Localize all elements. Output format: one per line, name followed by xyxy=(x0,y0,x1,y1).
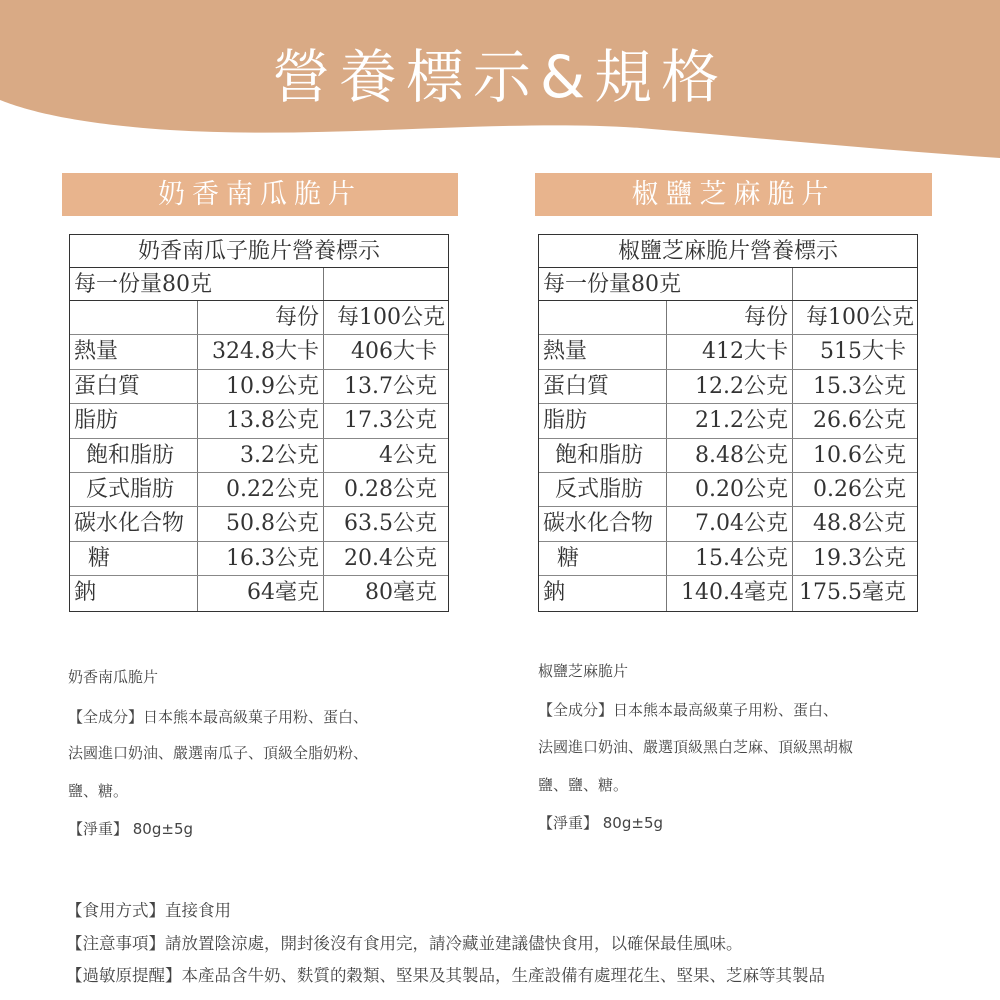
nutrient-per-serving: 412大卡 xyxy=(666,335,792,368)
nutrient-name: 熱量 xyxy=(74,339,119,365)
nutrient-per-100g: 48.8公克 xyxy=(792,507,916,540)
nutrient-per-serving: 8.48公克 xyxy=(666,439,792,472)
nutrient-name: 蛋白質 xyxy=(74,373,141,399)
table-serving-size xyxy=(70,268,448,301)
nutrient-name: 鈉 xyxy=(74,580,97,606)
nutrient-per-serving: 7.04公克 xyxy=(666,507,792,540)
nutrient-per-serving: 3.2公克 xyxy=(197,439,323,472)
nutrient-per-100g: 515大卡 xyxy=(792,335,916,368)
nutrient-per-100g: 20.4公克 xyxy=(323,542,447,575)
nutrient-per-100g: 26.6公克 xyxy=(792,404,916,437)
nutrient-per-100g: 19.3公克 xyxy=(792,542,916,575)
table-row xyxy=(539,335,917,369)
nutrient-per-serving: 15.4公克 xyxy=(666,542,792,575)
table-row xyxy=(70,473,448,507)
net-weight: 【淨重】 80g±5g xyxy=(68,820,194,838)
nutrient-name: 脂肪 xyxy=(543,408,588,434)
page-title: 營養標示&規格 xyxy=(271,43,729,111)
nutrient-name: 糖 xyxy=(557,545,580,571)
nutrient-per-100g: 0.28公克 xyxy=(323,473,447,506)
net-weight: 【淨重】 80g±5g xyxy=(538,814,664,832)
allergen-note: 【過敏原提醒】本產品含牛奶、麩質的穀類、堅果及其製品，生產設備有處理花生、堅果、芝麻等其製品 xyxy=(66,966,825,985)
nutrient-name: 糖 xyxy=(88,545,111,571)
table-row xyxy=(70,507,448,541)
nutrient-name: 碳水化合物 xyxy=(74,511,185,537)
table-row xyxy=(539,370,917,404)
nutrient-per-100g: 0.26公克 xyxy=(792,473,916,506)
product-name: 椒鹽芝麻脆片 xyxy=(538,662,629,680)
table-title: 椒鹽芝麻脆片營養標示 xyxy=(539,235,917,268)
nutrition-table-sesame xyxy=(538,234,918,612)
nutrient-per-serving: 16.3公克 xyxy=(197,542,323,575)
nutrient-name: 反式脂肪 xyxy=(555,476,644,502)
nutrient-per-100g: 17.3公克 xyxy=(323,404,447,437)
column-header-per-100g: 每100公克 xyxy=(792,301,916,334)
nutrient-per-100g: 406大卡 xyxy=(323,335,447,368)
ingredients-line: 【全成分】日本熊本最高級菓子用粉、蛋白、 xyxy=(538,701,839,719)
column-header-per-serving: 每份 xyxy=(666,301,792,334)
nutrient-name: 飽和脂肪 xyxy=(86,442,175,468)
nutrient-per-serving: 0.20公克 xyxy=(666,473,792,506)
table-header-row xyxy=(70,301,448,335)
nutrient-per-100g: 10.6公克 xyxy=(792,439,916,472)
serving-size-text: 每一份量80克 xyxy=(74,272,212,297)
nutrient-per-serving: 21.2公克 xyxy=(666,404,792,437)
table-title: 奶香南瓜子脆片營養標示 xyxy=(70,235,448,268)
table-serving-size xyxy=(539,268,917,301)
table-row xyxy=(539,404,917,438)
table-cell xyxy=(539,301,666,334)
nutrient-per-100g: 175.5毫克 xyxy=(792,576,916,610)
ingredients-line: 【全成分】日本熊本最高級菓子用粉、蛋白、 xyxy=(68,708,369,726)
product-name: 奶香南瓜脆片 xyxy=(68,668,159,686)
nutrient-name: 脂肪 xyxy=(74,408,119,434)
nutrient-per-serving: 64毫克 xyxy=(197,576,323,610)
nutrient-name: 飽和脂肪 xyxy=(555,442,644,468)
nutrient-per-100g: 63.5公克 xyxy=(323,507,447,540)
table-row xyxy=(70,439,448,473)
nutrient-per-serving: 13.8公克 xyxy=(197,404,323,437)
column-header-per-serving: 每份 xyxy=(197,301,323,334)
table-row xyxy=(70,542,448,576)
nutrient-per-serving: 10.9公克 xyxy=(197,370,323,403)
table-row xyxy=(70,370,448,404)
table-row xyxy=(70,576,448,610)
nutrient-name: 熱量 xyxy=(543,339,588,365)
ingredients-line: 法國進口奶油、嚴選頂級黑白芝麻、頂級黑胡椒 xyxy=(538,738,854,756)
nutrient-per-100g: 13.7公克 xyxy=(323,370,447,403)
nutrient-name: 反式脂肪 xyxy=(86,476,175,502)
ingredients-line: 鹽、鹽、糖。 xyxy=(538,776,629,794)
table-divider xyxy=(792,268,793,300)
nutrition-table-pumpkin xyxy=(69,234,449,612)
product-header-pumpkin: 奶香南瓜脆片 xyxy=(62,173,458,216)
table-row xyxy=(539,576,917,610)
product-header-sesame: 椒鹽芝麻脆片 xyxy=(535,173,932,216)
nutrient-name: 碳水化合物 xyxy=(543,511,654,537)
table-row xyxy=(539,542,917,576)
nutrient-per-serving: 50.8公克 xyxy=(197,507,323,540)
table-row xyxy=(539,473,917,507)
nutrient-name: 蛋白質 xyxy=(543,373,610,399)
ingredients-line: 法國進口奶油、嚴選南瓜子、頂級全脂奶粉、 xyxy=(68,744,369,762)
nutrient-per-serving: 324.8大卡 xyxy=(197,335,323,368)
nutrient-per-serving: 0.22公克 xyxy=(197,473,323,506)
nutrient-per-serving: 140.4毫克 xyxy=(666,576,792,610)
table-row xyxy=(539,507,917,541)
nutrient-per-serving: 12.2公克 xyxy=(666,370,792,403)
nutrient-per-100g: 15.3公克 xyxy=(792,370,916,403)
caution-note: 【注意事項】請放置陰涼處，開封後沒有食用完，請冷藏並建議儘快食用，以確保最佳風味。 xyxy=(66,934,743,953)
table-row xyxy=(70,335,448,369)
serving-size-text: 每一份量80克 xyxy=(543,272,681,297)
column-header-per-100g: 每100公克 xyxy=(323,301,447,334)
usage-note: 【食用方式】直接食用 xyxy=(66,901,231,920)
table-divider xyxy=(323,268,324,300)
nutrient-per-100g: 80毫克 xyxy=(323,576,447,610)
table-header-row xyxy=(539,301,917,335)
table-row xyxy=(70,404,448,438)
nutrient-per-100g: 4公克 xyxy=(323,439,447,472)
table-cell xyxy=(70,301,197,334)
nutrient-name: 鈉 xyxy=(543,580,566,606)
ingredients-line: 鹽、糖。 xyxy=(68,782,129,800)
table-row xyxy=(539,439,917,473)
